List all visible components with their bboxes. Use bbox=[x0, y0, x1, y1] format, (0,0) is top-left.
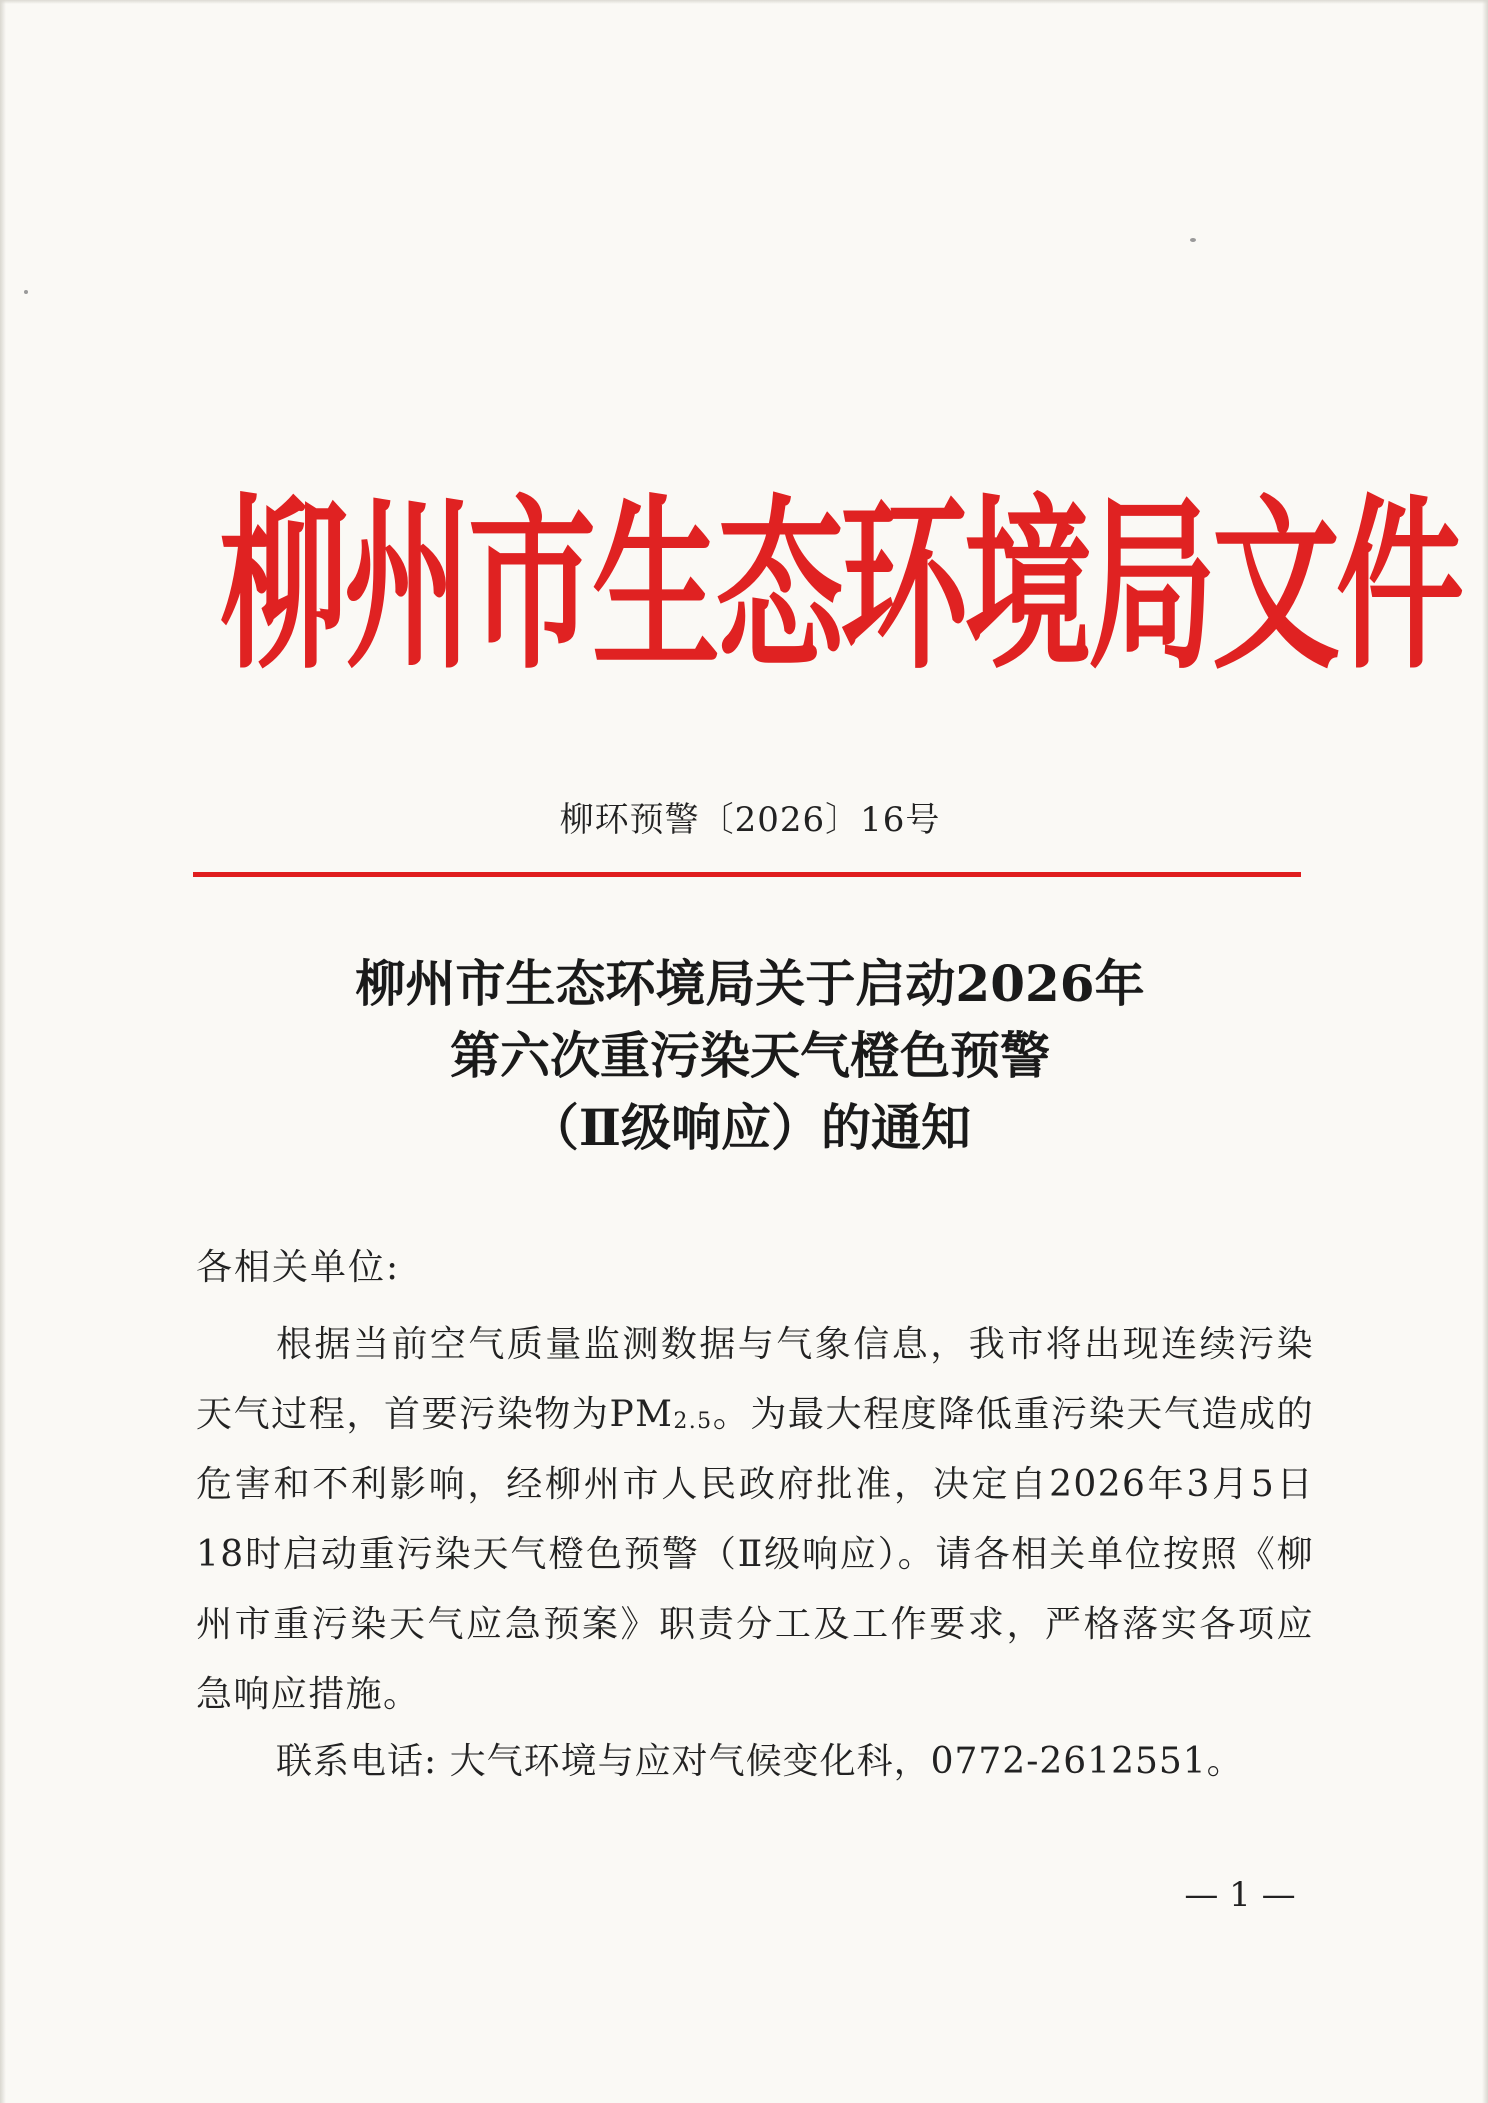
masthead-title: 柳州市生态环境局文件 bbox=[220, 479, 1461, 696]
red-divider-rule bbox=[193, 872, 1301, 877]
pm25-subscript: 2.5 bbox=[673, 1409, 713, 1434]
scan-left-edge bbox=[0, 0, 6, 2103]
contact-line: 联系电话: 大气环境与应对气候变化科，0772-2612551。 bbox=[276, 1741, 1244, 1782]
body-text-part-2: 。为最大程度降低重污染天气造成的危害和不利影响，经柳州市人民政府批准，决定自2026年3月5日18时启动重污染天气橙色预警（Ⅱ级响应）。请各相关单位按照《柳州市重污染天气应急预案》职责分工及工作要求，严格落实各项应急响应措施。 bbox=[196, 1394, 1314, 1715]
page-number: — 1 — bbox=[1184, 1875, 1296, 1915]
scan-speck bbox=[24, 290, 28, 294]
salutation: 各相关单位: bbox=[196, 1247, 401, 1288]
scan-speck bbox=[1190, 238, 1196, 242]
scan-right-edge bbox=[1482, 0, 1488, 2103]
body-text-part-1: 根据当前空气质量监测数据与气象信息，我市将出现连续污染天气过程，首要污染物为PM bbox=[196, 1324, 1314, 1435]
notice-title bbox=[200, 948, 1300, 1164]
notice-title-line-3: （Ⅱ级响应）的通知 bbox=[528, 1098, 972, 1157]
body-paragraph bbox=[196, 1310, 1314, 1730]
document-number: 柳环预警〔2026〕16号 bbox=[559, 800, 941, 840]
notice-title-line-1: 柳州市生态环境局关于启动2026年 bbox=[355, 954, 1145, 1013]
notice-title-line-2: 第六次重污染天气橙色预警 bbox=[450, 1026, 1050, 1085]
scan-top-shadow bbox=[0, 0, 1488, 4]
